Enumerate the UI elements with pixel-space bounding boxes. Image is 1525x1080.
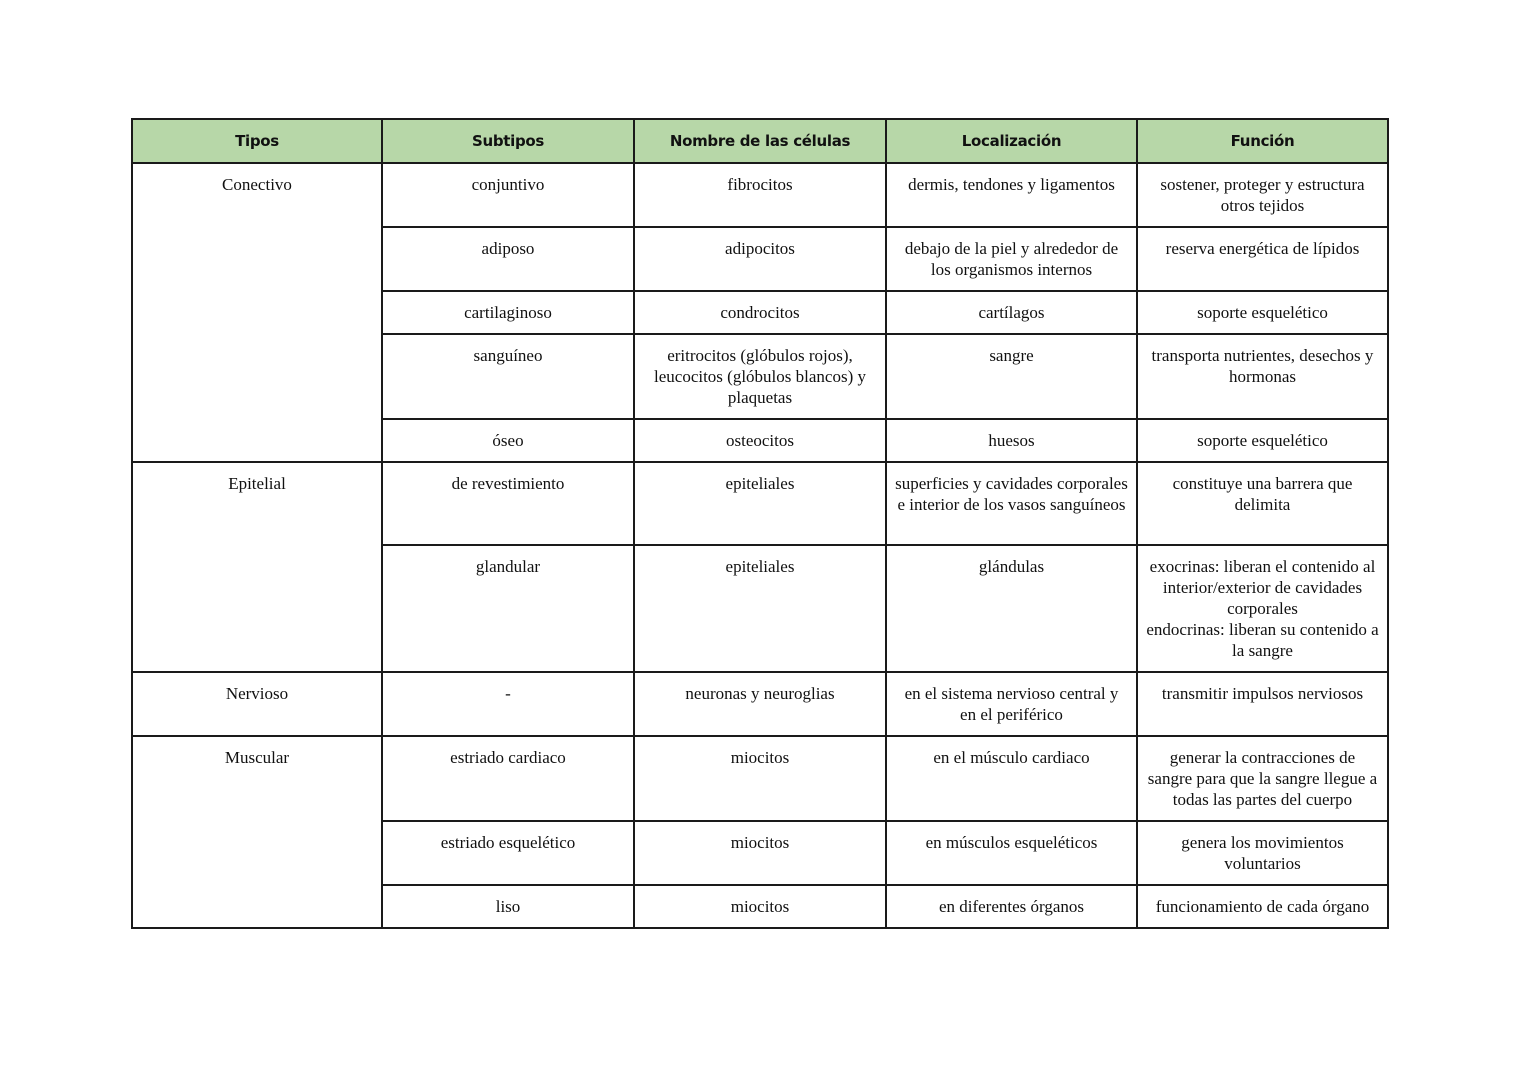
nombre-cell: fibrocitos: [634, 163, 886, 227]
subtipo-cell: cartilaginoso: [382, 291, 634, 334]
header-tipos: Tipos: [132, 119, 382, 163]
localizacion-cell: glándulas: [886, 545, 1137, 672]
funcion-cell: sostener, proteger y estructura otros tejidos: [1137, 163, 1388, 227]
funcion-cell: generar la contracciones de sangre para que la sangre llegue a todas las partes del cuerpo: [1137, 736, 1388, 821]
header-row: [132, 119, 1388, 163]
subtipo-cell: -: [382, 672, 634, 736]
localizacion-cell: en el músculo cardiaco: [886, 736, 1137, 821]
funcion-cell: funcionamiento de cada órgano: [1137, 885, 1388, 928]
table-row: [132, 672, 1388, 736]
funcion-cell: exocrinas: liberan el contenido al interior/exterior de cavidades corporales endocrinas: liberan su contenido a la sangre: [1137, 545, 1388, 672]
header-funcion: Función: [1137, 119, 1388, 163]
localizacion-cell: dermis, tendones y ligamentos: [886, 163, 1137, 227]
subtipo-cell: liso: [382, 885, 634, 928]
nombre-cell: miocitos: [634, 821, 886, 885]
funcion-cell: transporta nutrientes, desechos y hormonas: [1137, 334, 1388, 419]
localizacion-cell: cartílagos: [886, 291, 1137, 334]
localizacion-cell: en diferentes órganos: [886, 885, 1137, 928]
funcion-cell: constituye una barrera que delimita: [1137, 462, 1388, 545]
funcion-cell: soporte esquelético: [1137, 419, 1388, 462]
localizacion-cell: superficies y cavidades corporales e interior de los vasos sanguíneos: [886, 462, 1137, 545]
subtipo-cell: sanguíneo: [382, 334, 634, 419]
funcion-cell: soporte esquelético: [1137, 291, 1388, 334]
tissue-table: [131, 118, 1389, 929]
subtipo-cell: glandular: [382, 545, 634, 672]
nombre-cell: osteocitos: [634, 419, 886, 462]
subtipo-cell: adiposo: [382, 227, 634, 291]
subtipo-cell: conjuntivo: [382, 163, 634, 227]
funcion-cell: reserva energética de lípidos: [1137, 227, 1388, 291]
localizacion-cell: debajo de la piel y alrededor de los organismos internos: [886, 227, 1137, 291]
subtipo-cell: estriado cardiaco: [382, 736, 634, 821]
localizacion-cell: huesos: [886, 419, 1137, 462]
nombre-cell: condrocitos: [634, 291, 886, 334]
header-subtipos: Subtipos: [382, 119, 634, 163]
table-row: [132, 736, 1388, 821]
header-nombre: Nombre de las células: [634, 119, 886, 163]
type-muscular: Muscular: [132, 736, 382, 928]
type-nervioso: Nervioso: [132, 672, 382, 736]
subtipo-cell: estriado esquelético: [382, 821, 634, 885]
nombre-cell: neuronas y neuroglias: [634, 672, 886, 736]
nombre-cell: epiteliales: [634, 462, 886, 545]
localizacion-cell: en el sistema nervioso central y en el periférico: [886, 672, 1137, 736]
localizacion-cell: en músculos esqueléticos: [886, 821, 1137, 885]
nombre-cell: adipocitos: [634, 227, 886, 291]
localizacion-cell: sangre: [886, 334, 1137, 419]
funcion-cell: transmitir impulsos nerviosos: [1137, 672, 1388, 736]
table-row: [132, 163, 1388, 227]
nombre-cell: miocitos: [634, 885, 886, 928]
nombre-cell: epiteliales: [634, 545, 886, 672]
nombre-cell: miocitos: [634, 736, 886, 821]
subtipo-cell: óseo: [382, 419, 634, 462]
nombre-cell: eritrocitos (glóbulos rojos), leucocitos (glóbulos blancos) y plaquetas: [634, 334, 886, 419]
subtipo-cell: de revestimiento: [382, 462, 634, 545]
funcion-cell: genera los movimientos voluntarios: [1137, 821, 1388, 885]
header-localizacion: Localización: [886, 119, 1137, 163]
table-row: [132, 462, 1388, 545]
type-epitelial: Epitelial: [132, 462, 382, 672]
type-conectivo: Conectivo: [132, 163, 382, 462]
